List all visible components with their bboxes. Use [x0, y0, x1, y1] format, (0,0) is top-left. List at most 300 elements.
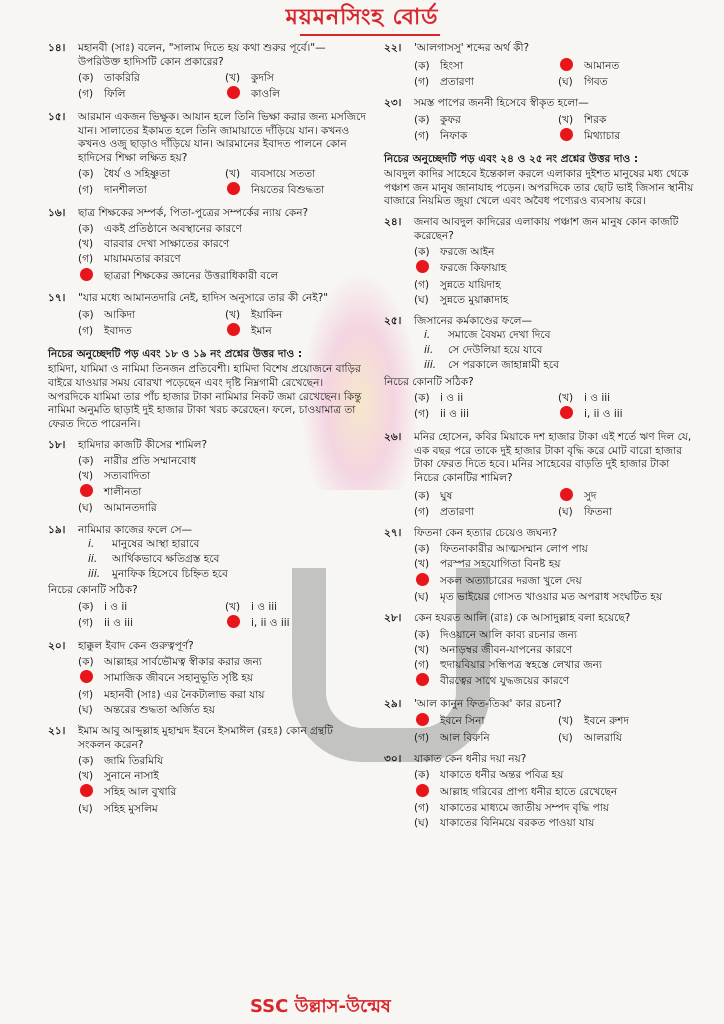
answer-option[interactable] — [414, 113, 552, 128]
question-text: নামিমার কাজের ফলে সে— — [78, 523, 193, 536]
statement — [424, 359, 696, 374]
answer-option[interactable] — [558, 505, 696, 520]
option-text: i, ii ও iii — [584, 408, 623, 421]
question — [384, 216, 696, 308]
option-label: (গ) — [78, 184, 94, 197]
question-line — [48, 439, 366, 453]
option-list — [78, 167, 366, 200]
answer-option[interactable] — [78, 182, 219, 200]
option-list — [414, 391, 696, 424]
option-text: ফরজে আইন — [440, 246, 495, 259]
question-line — [48, 640, 366, 654]
answer-option[interactable] — [414, 769, 696, 784]
option-label: (ক) — [78, 454, 94, 467]
option-label: (খ) — [225, 168, 241, 181]
option-text: দানশীলতা — [104, 184, 147, 197]
option-label: (গ) — [78, 253, 94, 266]
option-text: আল্লাহর সার্বভৌমত্ব স্বীকার করার জন্য — [104, 656, 262, 669]
left-passage — [48, 348, 366, 432]
answer-option[interactable] — [78, 754, 366, 769]
option-label: (গ) — [414, 278, 430, 291]
option-label: (খ) — [225, 308, 241, 321]
question-text: ইমাম আবু আব্দুল্লাহ মুহাম্মদ ইবনে ইসমাঈল (রহঃ) কোন গ্রন্থটি সংকলন করেন? — [78, 725, 333, 751]
option-text: মিথ্যাচার — [584, 129, 621, 142]
question — [48, 439, 366, 517]
answer-option[interactable] — [225, 71, 366, 86]
answer-option[interactable] — [78, 769, 366, 784]
option-text: সহিহ আল বুখারি — [104, 786, 177, 799]
question — [48, 524, 366, 633]
option-text: সত্যবাদিতা — [104, 469, 151, 482]
option-text: নারীর প্রতি সম্মানবোধ — [104, 454, 197, 467]
option-text: সুনানে নাসাই — [104, 769, 159, 782]
answer-option[interactable] — [78, 484, 366, 502]
answer-option[interactable] — [225, 615, 366, 633]
option-label — [414, 673, 440, 691]
answer-marked-dot — [560, 58, 573, 71]
statement-text: সে পরকালে জাহান্নামী হবে — [448, 359, 559, 372]
answer-option[interactable] — [78, 223, 366, 238]
option-label: (ঘ) — [558, 731, 573, 744]
statement-text: আর্থিকভাবে ক্ষতিগ্রস্ত হবে — [112, 553, 220, 566]
option-text: দিওয়ানে আলি কাব্য রচনার জন্য — [440, 628, 577, 641]
option-label — [558, 488, 584, 506]
option-text: অন্তরের শুদ্ধতা অর্জিত হয় — [104, 703, 215, 716]
option-text: অনাড়ম্বর জীবন-যাপনের কারণে — [440, 643, 573, 656]
option-text: প্রতারণা — [440, 505, 474, 518]
answer-option[interactable] — [78, 600, 219, 615]
question-line — [48, 42, 366, 69]
answer-marked-dot — [80, 484, 93, 497]
statement-text: সে দেউলিয়া হয়ে যাবে — [448, 344, 543, 357]
option-label: (গ) — [78, 617, 94, 630]
option-label: (গ) — [414, 658, 430, 671]
answer-option[interactable] — [414, 558, 696, 573]
option-label — [225, 323, 251, 341]
option-text: ইমান — [251, 325, 272, 338]
answer-option[interactable] — [225, 308, 366, 323]
statement — [88, 567, 366, 582]
option-list — [414, 58, 696, 91]
option-list — [78, 308, 366, 341]
option-text: আল বিরুনি — [440, 731, 490, 744]
statement-label: i. — [424, 329, 431, 342]
answer-option[interactable] — [558, 113, 696, 128]
answer-option[interactable] — [558, 731, 696, 746]
option-label: (ক) — [78, 168, 94, 181]
answer-option[interactable] — [558, 406, 696, 424]
answer-option[interactable] — [414, 713, 552, 731]
board-title: ময়মনসিংহ বোর্ড — [285, 5, 439, 30]
option-text: একই প্রতিষ্ঠানে অবস্থানের কারণে — [104, 223, 242, 236]
option-label: (ঘ) — [414, 293, 429, 306]
option-text: মৃত ভাইয়ের গোসত খাওয়ার মত অপরাধ সংঘটিত হয় — [440, 591, 663, 604]
answer-marked-dot — [227, 86, 240, 99]
option-label: (খ) — [558, 392, 574, 404]
option-label: (খ) — [558, 715, 574, 728]
question-text: 'আলগাসসু' শব্দের অর্থ কী? — [414, 42, 530, 54]
option-label: (খ) — [78, 469, 94, 482]
option-label — [225, 86, 251, 104]
option-text: তাকরিরি — [104, 71, 140, 84]
question-line — [384, 42, 696, 56]
option-label: (খ) — [414, 643, 430, 656]
question-number: ১৫। — [48, 110, 66, 123]
question-text: "যার মধ্যে আমানতদারি নেই, হাদিস অনুসারে তার কী নেই?" — [78, 292, 329, 305]
option-list — [78, 600, 366, 633]
answer-option[interactable] — [78, 253, 366, 268]
question-line — [384, 527, 696, 541]
question — [384, 42, 696, 90]
option-text: i ও ii — [104, 600, 128, 613]
option-text: নিয়তের বিশুদ্ধতা — [251, 184, 325, 197]
option-list — [78, 223, 366, 286]
question-line — [384, 753, 696, 767]
question-number: ২০। — [48, 639, 66, 652]
question-text: মনির হোসেন, কবির মিয়াকে দশ হাজার টাকা এই শর্তে ঋণ দিল যে, এক বছর পরে তাকে দুই হাজার টাকা বৃদ্ধি করে মোট বারো হাজার টাকা ফেরত দিতে হবে। মনির সাহেবের বাড়তি দুই হাজার টাকা নিচের কোনটির শামিল? — [414, 430, 692, 484]
option-label: (ক) — [414, 543, 430, 556]
answer-option[interactable] — [78, 502, 366, 517]
option-label: (ঘ) — [414, 816, 429, 829]
question-text: 'আল কানুন ফিত-তিব্ব' কার রচনা? — [414, 697, 562, 710]
option-list — [78, 454, 366, 517]
answer-option[interactable] — [225, 167, 366, 182]
option-text: মহানবী (সাঃ) এর নৈকট্যলাভ করা যায় — [104, 688, 265, 701]
answer-option[interactable] — [414, 590, 696, 605]
question-number: ২৬। — [384, 430, 402, 443]
option-text: সামাজিক জীবনে সহানুভূতি সৃষ্টি হয় — [104, 672, 254, 685]
question — [384, 431, 696, 520]
answer-option[interactable] — [414, 543, 696, 558]
option-list — [78, 754, 366, 817]
question-number: ২৫। — [384, 315, 402, 328]
option-text: ইয়াকিন — [251, 308, 283, 321]
answer-option[interactable] — [414, 245, 696, 260]
option-text: সুদ — [584, 489, 597, 502]
answer-option[interactable] — [78, 238, 366, 253]
question-line — [48, 207, 366, 221]
question-number: ২৭। — [384, 527, 402, 540]
question-number: ৩০। — [384, 753, 402, 766]
question-text: কেন হযরত আলি (রাঃ) কে আসাদুল্লাহ বলা হয়েছে? — [414, 612, 631, 625]
answer-option[interactable] — [414, 784, 696, 802]
passage-text: আবদুল কাদির সাহেবে ইন্তেকাল করলে এলাকার দুইশত মানুষের মধ্য থেকে পঞ্চাশ জন মানুষ জানাযাহ পড়েন। অপরদিকে তার ছোট ভাই জিসান স্থানীয় বাজারে নিয়মিত জুয়া খেলে এবং অবৈধ পণ্যেরও ব্যবসায় করে। — [384, 168, 694, 208]
option-label: (ঘ) — [558, 75, 573, 88]
passage-text: হামিদা, যামিমা ও নামিমা তিনজন প্রতিবেশী। হামিদা বিশেষ প্রয়োজনে বাড়ির বাইরে যাওয়ার সময় বোরখা পড়েছেন এবং দৃষ্টি নিম্নগামী রেখেছেন। অপরদিকে যামিমা তার পাঁচ হাজার টাকা নামিমার নিকট জমা রেখেছেন। কিন্তু নামিমা অনুমতি ছাড়াই দুই হাজার টাকা খরচ করেছেন। ফলে, চাওয়ামাত্র তা ফেরত দিতে পারেননি। — [48, 363, 362, 430]
answer-marked-dot — [80, 784, 93, 797]
option-label — [414, 260, 440, 278]
question-number: ২৩। — [384, 97, 402, 110]
question-line — [384, 97, 696, 111]
option-label: (ক) — [414, 246, 430, 259]
statement — [424, 344, 696, 359]
answer-option[interactable] — [414, 628, 696, 643]
option-text: ইবাদত — [104, 325, 132, 338]
option-text: হুদায়বিয়ার সন্ধিপত্র স্বহস্তে লেখার জন্য — [440, 658, 602, 671]
question-line — [384, 216, 696, 243]
answer-option[interactable] — [78, 71, 219, 86]
statement-text: সমাজে বৈষম্য দেখা দিবে — [448, 329, 551, 342]
option-text: প্রতারণা — [440, 75, 474, 88]
question — [384, 612, 696, 690]
option-text: ইবনে রুশদ — [584, 715, 629, 728]
statement-text: মানুষের আস্থা হারাবে — [112, 538, 200, 551]
question-line — [48, 524, 366, 538]
option-text: ধৈর্য ও সহিষ্ণুতা — [104, 168, 171, 181]
option-list — [414, 245, 696, 308]
statement — [88, 537, 366, 552]
question-number: ২১। — [48, 725, 66, 738]
answer-marked-dot — [416, 573, 429, 586]
option-label: (ক) — [414, 769, 430, 782]
statement-list — [88, 537, 366, 582]
answer-option[interactable] — [414, 673, 696, 691]
answer-option[interactable] — [78, 167, 219, 182]
answer-option[interactable] — [414, 293, 696, 308]
answer-option[interactable] — [558, 713, 696, 731]
option-list — [414, 488, 696, 521]
answer-option[interactable] — [558, 391, 696, 406]
option-text: পরস্পর সহযোগিতা বিনষ্ট হয় — [440, 558, 561, 571]
answer-option[interactable] — [78, 469, 366, 484]
question-text: যাকাত কেন ধনীর দয়া নয়? — [414, 753, 527, 766]
answer-option[interactable] — [225, 600, 366, 615]
option-label: (খ) — [558, 113, 574, 126]
question-number: ২৪। — [384, 216, 402, 229]
option-label: (গ) — [414, 801, 430, 814]
answer-option[interactable] — [414, 406, 552, 424]
option-label: (ক) — [414, 59, 430, 72]
option-label: (ক) — [78, 656, 94, 669]
answer-option[interactable] — [558, 75, 696, 90]
option-label — [414, 784, 440, 802]
answer-option[interactable] — [414, 260, 696, 278]
answer-option[interactable] — [78, 308, 219, 323]
statement-label: iii. — [424, 359, 437, 372]
option-text: সুন্নতে মুয়াক্কাদাহ — [440, 293, 509, 306]
question — [384, 97, 696, 145]
option-label — [414, 713, 440, 731]
question-number: ২৮। — [384, 612, 402, 625]
question — [48, 111, 366, 200]
passage-intro: নিচের অনুচ্ছেদটি পড় এবং ১৮ ও ১৯ নং প্রশ্নের উত্তর দাও : — [48, 347, 303, 360]
statement-label: iii. — [88, 568, 101, 581]
question-number: ১৪। — [48, 42, 66, 54]
question — [384, 698, 696, 746]
option-text: ফিতনাকারীর আত্মসম্মান লোপ পায় — [440, 543, 588, 556]
option-list — [414, 713, 696, 746]
passage-intro: নিচের অনুচ্ছেদটি পড় এবং ২৪ ও ২৫ নং প্রশ্নের উত্তর দাও : — [384, 152, 639, 165]
option-text: ফিলি — [104, 88, 126, 101]
answer-option[interactable] — [78, 655, 366, 670]
option-label: (গ) — [78, 88, 94, 101]
option-label: (ক) — [78, 223, 94, 236]
answer-option[interactable] — [414, 643, 696, 658]
option-list — [414, 769, 696, 832]
option-label — [558, 406, 584, 424]
statement-label: ii. — [424, 344, 434, 357]
option-label — [78, 784, 104, 802]
option-text: গিবত — [584, 75, 608, 88]
answer-option[interactable] — [78, 703, 366, 718]
answer-option[interactable] — [78, 670, 366, 688]
question-number: ২৯। — [384, 697, 402, 710]
question-line — [384, 431, 696, 486]
answer-marked-dot — [560, 128, 573, 141]
answer-marked-dot — [560, 406, 573, 419]
answer-option[interactable] — [225, 86, 366, 104]
option-label: (গ) — [414, 129, 430, 142]
answer-marked-dot — [227, 615, 240, 628]
question-text: আরমান একজন ভিক্ষুক। আযান হলে তিনি ভিক্ষা করার জন্য মসজিদে যান। সালাতের ইকামত হলে তিনি জামায়াতে দাঁড়িয়ে যান। কখনও কখনও ওজু ছাড়াও দাঁড়িয়ে যান। আরমানের ইবাদত পালনে কোন হাদিসের শিক্ষা লক্ষিত হয়? — [78, 110, 366, 164]
option-label: (ঘ) — [78, 502, 93, 515]
option-label: (খ) — [225, 600, 241, 613]
question — [48, 292, 366, 340]
option-label: (গ) — [78, 688, 94, 701]
answer-option[interactable] — [414, 731, 552, 746]
question — [48, 640, 366, 718]
answer-option[interactable] — [78, 454, 366, 469]
statement-text: মুনাফিক হিসেবে চিহ্নিত হবে — [112, 568, 228, 581]
answer-option[interactable] — [78, 802, 366, 817]
answer-option[interactable] — [225, 182, 366, 200]
answer-option[interactable] — [414, 58, 552, 76]
option-list — [414, 628, 696, 691]
left-column — [48, 42, 366, 824]
answer-marked-dot — [560, 488, 573, 501]
option-text: কুফর — [440, 113, 461, 126]
option-label: (গ) — [414, 408, 430, 421]
which-correct-prompt: নিচের কোনটি সঠিক? — [384, 375, 474, 388]
answer-option[interactable] — [558, 488, 696, 506]
answer-marked-dot — [80, 670, 93, 683]
option-text: i ও ii — [440, 392, 464, 404]
option-text: বীরত্বের সাথে যুদ্ধজয়ের কারণে — [440, 675, 570, 688]
question — [384, 753, 696, 831]
answer-marked-dot — [416, 673, 429, 686]
answer-option[interactable] — [78, 86, 219, 104]
option-list — [414, 543, 696, 606]
option-text: কাওলি — [251, 88, 280, 101]
option-label: (ঘ) — [78, 703, 93, 716]
right-column — [384, 42, 696, 838]
option-text: কুদসি — [251, 71, 274, 84]
answer-option[interactable] — [414, 391, 552, 406]
answer-option[interactable] — [78, 323, 219, 341]
option-text: বারবার দেখা সাক্ষাতের কারণে — [104, 238, 230, 251]
which-correct-prompt: নিচের কোনটি সঠিক? — [48, 584, 138, 597]
question-number: ১৬। — [48, 207, 66, 220]
option-text: ইবনে সিনা — [440, 715, 485, 728]
question-text: সমস্ত পাপের জননী হিসেবে স্বীকৃত হলো— — [414, 97, 589, 110]
answer-option[interactable] — [414, 505, 552, 520]
answer-option[interactable] — [78, 268, 366, 286]
option-text: শিরক — [584, 113, 607, 126]
option-text: আমানতদারি — [104, 502, 157, 515]
answer-option[interactable] — [78, 688, 366, 703]
answer-option[interactable] — [78, 615, 219, 633]
answer-option[interactable] — [558, 128, 696, 146]
answer-option[interactable] — [78, 784, 366, 802]
option-label: (খ) — [78, 769, 94, 782]
option-label: (খ) — [225, 71, 241, 84]
answer-option[interactable] — [414, 573, 696, 591]
option-text: ফরজে কিফায়াহ — [440, 262, 507, 275]
question-line — [48, 111, 366, 166]
option-text: আলরাযি — [584, 731, 622, 744]
option-text: নিফাক — [440, 129, 468, 142]
option-text: যাকাতে ধনীর অন্তর পবিত্র হয় — [440, 769, 564, 782]
statement-list — [424, 329, 696, 374]
question-text: হাক্কুল ইবাদ কেন গুরুত্বপূর্ণ? — [78, 639, 194, 652]
option-label: (গ) — [78, 325, 94, 338]
question-text: ফিতনা কেন হত্যার চেয়েও জঘন্য? — [414, 527, 558, 540]
option-text: শালীনতা — [104, 486, 142, 499]
answer-option[interactable] — [414, 278, 696, 293]
question-text: হামিদার কাজটি কীসের শামিল? — [78, 438, 208, 451]
option-label: (ক) — [78, 754, 94, 767]
question-line — [48, 725, 366, 752]
option-text: i ও iii — [584, 392, 611, 404]
question-text: ছাত্র শিক্ষকের সম্পর্ক, পিতা-পুত্রের সম্পর্কের ন্যায় কেন? — [78, 207, 309, 220]
question — [48, 725, 366, 817]
option-label: (ক) — [78, 600, 94, 613]
statement-label: ii. — [88, 553, 98, 566]
answer-option[interactable] — [414, 128, 552, 146]
option-label — [414, 573, 440, 591]
answer-option[interactable] — [558, 58, 696, 76]
option-label: (গ) — [414, 75, 430, 88]
answer-option[interactable] — [414, 801, 696, 816]
question-line — [384, 698, 696, 712]
option-text: সকল অত্যাচারের দরজা খুলে দেয় — [440, 574, 582, 587]
option-text: সুন্নতে যায়িদাহ — [440, 278, 501, 291]
question-line — [384, 612, 696, 626]
statement — [88, 552, 366, 567]
option-label: (ক) — [414, 628, 430, 641]
option-list — [414, 113, 696, 146]
title-underline — [300, 34, 440, 36]
option-label — [225, 182, 251, 200]
option-text: হিংসা — [440, 59, 464, 72]
answer-option[interactable] — [225, 323, 366, 341]
option-label: (ঘ) — [558, 505, 573, 518]
question-number: ১৭। — [48, 292, 66, 305]
question-text: মহানবী (সাঃ) বলেন, "সালাম দিতে হয় কথা শুরুর পূর্বে।"—উপরিউক্ত হাদিসটি কোন প্রকারের? — [78, 42, 326, 68]
option-label: (খ) — [414, 558, 430, 571]
answer-option[interactable] — [414, 75, 552, 90]
option-label — [225, 615, 251, 633]
question-line — [48, 292, 366, 306]
answer-option[interactable] — [414, 816, 696, 831]
option-text: সহিহ মুসলিম — [104, 802, 158, 815]
question — [384, 527, 696, 605]
answer-option[interactable] — [414, 488, 552, 506]
question-number: ১৯। — [48, 523, 66, 536]
option-text: আমানত — [584, 59, 620, 72]
question — [48, 207, 366, 285]
option-label — [558, 58, 584, 76]
answer-marked-dot — [416, 784, 429, 797]
option-text: যাকাতের মাধ্যমে জাতীয় সম্পদ বৃদ্ধি পায় — [440, 801, 609, 814]
option-label: (ক) — [78, 71, 94, 84]
option-label — [78, 670, 104, 688]
option-label: (ক) — [414, 113, 430, 126]
option-text: মায়ামমতার কারণে — [104, 253, 181, 266]
answer-option[interactable] — [414, 658, 696, 673]
question-line — [384, 315, 696, 329]
right-passage — [384, 153, 696, 210]
